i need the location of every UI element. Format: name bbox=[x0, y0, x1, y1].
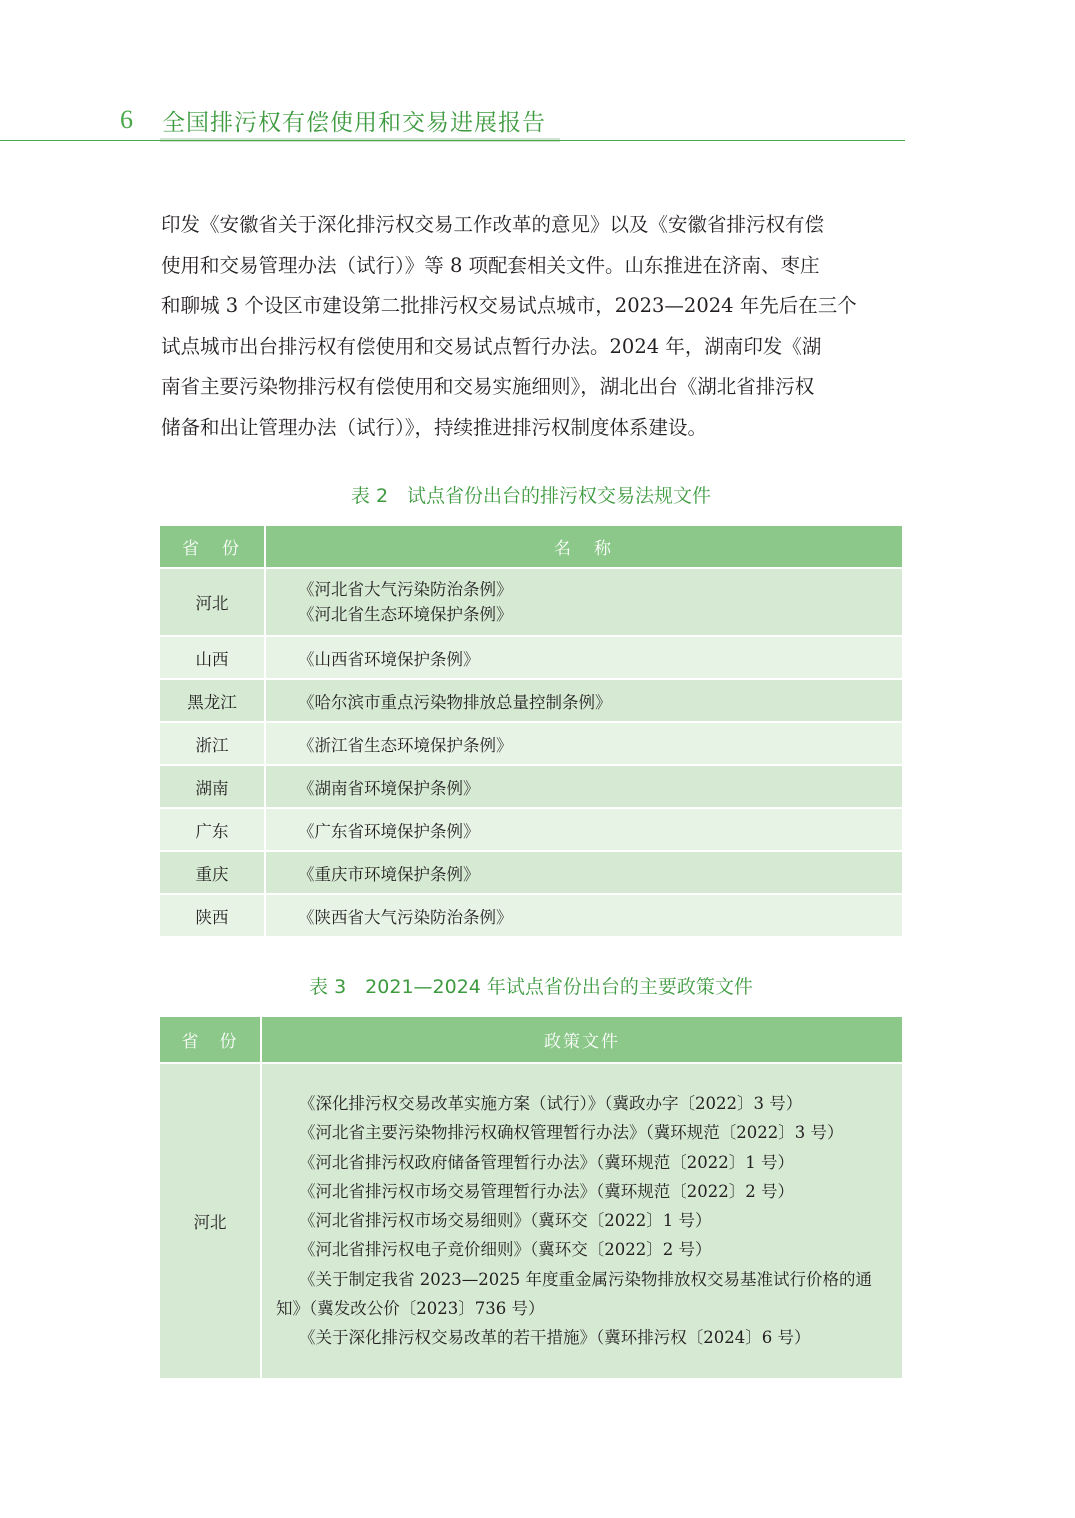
table-row bbox=[160, 808, 902, 851]
document-name: 《广东省环境保护条例》 bbox=[265, 808, 902, 851]
province-cell: 黑龙江 bbox=[160, 679, 265, 722]
paragraph-line: 试点城市出台排污权有偿使用和交易试点暂行办法。2024 年，湖南印发《湖 bbox=[161, 334, 822, 358]
policy-document: 《河北省排污权市场交易管理暂行办法》（冀环规范〔2022〕2 号） bbox=[299, 1181, 794, 1201]
document-name: 《浙江省生态环境保护条例》 bbox=[265, 722, 902, 765]
table-row bbox=[160, 636, 902, 679]
province-cell: 河北 bbox=[160, 568, 265, 636]
table-row bbox=[160, 1063, 902, 1378]
header-rule bbox=[0, 140, 905, 141]
table-row bbox=[160, 679, 902, 722]
policy-document-continued: 知》（冀发改公价〔2023〕736 号） bbox=[276, 1299, 545, 1319]
table3-caption: 表 3 2021—2024 年试点省份出台的主要政策文件 bbox=[309, 976, 753, 998]
policy-document: 《河北省排污权电子竞价细则》（冀环交〔2022〕2 号） bbox=[299, 1240, 712, 1260]
province-cell: 广东 bbox=[160, 808, 265, 851]
province-cell: 浙江 bbox=[160, 722, 265, 765]
table2-regulations bbox=[160, 526, 902, 936]
table-header-row bbox=[160, 1017, 902, 1063]
province-cell: 山西 bbox=[160, 636, 265, 679]
document-name: 《湖南省环境保护条例》 bbox=[265, 765, 902, 808]
policy-document: 《河北省排污权政府储备管理暂行办法》（冀环规范〔2022〕1 号） bbox=[299, 1152, 794, 1172]
province-cell: 河北 bbox=[160, 1063, 261, 1378]
table-row bbox=[160, 894, 902, 936]
table-row bbox=[160, 568, 902, 636]
policy-document: 《河北省主要污染物排污权确权管理暂行办法》（冀环规范〔2022〕3 号） bbox=[299, 1123, 844, 1143]
policy-document: 《关于制定我省 2023—2025 年度重金属污染物排放权交易基准试行价格的通 bbox=[299, 1269, 872, 1289]
policy-documents-cell bbox=[261, 1063, 902, 1378]
page-number: 6 bbox=[120, 105, 133, 134]
column-header-name: 名 称 bbox=[265, 526, 902, 568]
table-row bbox=[160, 851, 902, 894]
table-header-row bbox=[160, 526, 902, 568]
paragraph-line: 储备和出让管理办法（试行）》，持续推进排污权制度体系建设。 bbox=[161, 415, 708, 439]
column-header-policy-documents: 政策文件 bbox=[261, 1017, 902, 1063]
running-title: 全国排污权有偿使用和交易进展报告 bbox=[162, 110, 546, 136]
document-name: 《山西省环境保护条例》 bbox=[265, 636, 902, 679]
document-name: 《河北省大气污染防治条例》 bbox=[298, 580, 513, 599]
paragraph-line: 使用和交易管理办法（试行）》等 8 项配套相关文件。山东推进在济南、枣庄 bbox=[161, 253, 820, 277]
table2-caption: 表 2 试点省份出台的排污权交易法规文件 bbox=[350, 485, 712, 507]
paragraph-line: 和聊城 3 个设区市建设第二批排污权交易试点城市，2023—2024 年先后在三个 bbox=[161, 294, 857, 317]
province-cell: 湖南 bbox=[160, 765, 265, 808]
document-name: 《河北省生态环境保护条例》 bbox=[298, 605, 513, 624]
province-cell: 陕西 bbox=[160, 894, 265, 936]
province-cell: 重庆 bbox=[160, 851, 265, 894]
page-header bbox=[0, 100, 905, 142]
policy-document: 《河北省排污权市场交易细则》（冀环交〔2022〕1 号） bbox=[299, 1211, 712, 1231]
name-cell bbox=[265, 568, 902, 636]
document-name: 《哈尔滨市重点污染物排放总量控制条例》 bbox=[265, 679, 902, 722]
column-header-province: 省 份 bbox=[160, 526, 265, 568]
document-name: 《陕西省大气污染防治条例》 bbox=[265, 894, 902, 936]
policy-document: 《关于深化排污权交易改革的若干措施》（冀环排污权〔2024〕6 号） bbox=[299, 1328, 811, 1348]
paragraph-line: 印发《安徽省关于深化排污权交易工作改革的意见》以及《安徽省排污权有偿 bbox=[161, 213, 825, 236]
paragraph-line: 南省主要污染物排污权有偿使用和交易实施细则》，湖北出台《湖北省排污权 bbox=[161, 375, 815, 398]
table-row bbox=[160, 722, 902, 765]
body-paragraph bbox=[161, 205, 906, 448]
table-row bbox=[160, 765, 902, 808]
policy-document: 《深化排污权交易改革实施方案（试行）》（冀政办字〔2022〕3 号） bbox=[299, 1094, 803, 1113]
document-name: 《重庆市环境保护条例》 bbox=[265, 851, 902, 894]
table3-policies bbox=[160, 1017, 902, 1378]
column-header-province: 省 份 bbox=[160, 1017, 261, 1063]
